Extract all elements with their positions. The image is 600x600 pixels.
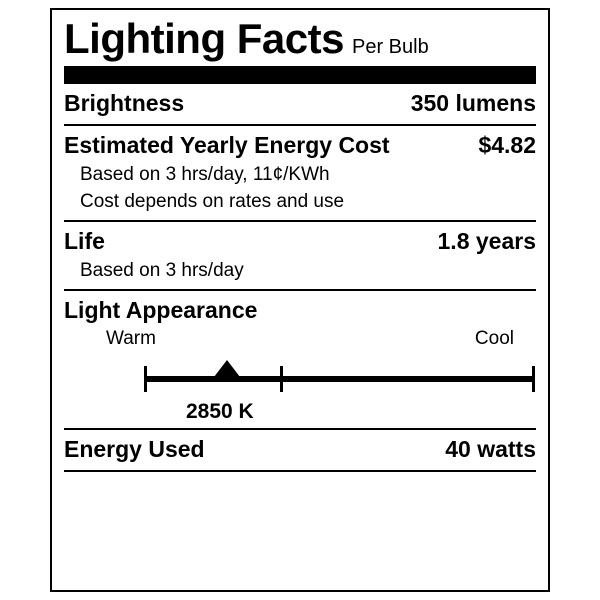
brightness-label: Brightness — [64, 90, 185, 116]
energy-used-value: 40 watts — [445, 436, 536, 462]
appearance-scale-bar — [144, 376, 535, 382]
header-divider-bar — [64, 66, 536, 82]
appearance-scale-endpoints — [64, 324, 536, 350]
lighting-facts-label — [50, 8, 550, 592]
appearance-scale-tick-right — [532, 366, 535, 392]
energy-cost-note-basis: Based on 3 hrs/day, 11¢/KWh — [80, 164, 330, 185]
energy-used-section — [64, 428, 536, 470]
appearance-scale-min-label: Warm — [106, 328, 156, 349]
appearance-scale-pointer-icon — [214, 360, 240, 377]
appearance-scale-tick-left — [144, 366, 147, 392]
appearance-scale-tick-mid — [280, 366, 283, 392]
life-section — [64, 220, 536, 289]
label-header — [64, 10, 536, 62]
brightness-section — [64, 82, 536, 124]
appearance-scale — [64, 354, 536, 400]
life-note: Based on 3 hrs/day — [80, 260, 244, 281]
life-label: Life — [64, 228, 105, 254]
energy-cost-section — [64, 124, 536, 220]
energy-cost-note-rates: Cost depends on rates and use — [80, 191, 345, 212]
page-title: Lighting Facts — [64, 15, 344, 62]
appearance-scale-max-label: Cool — [474, 328, 514, 349]
light-appearance-section — [64, 289, 536, 428]
life-value: 1.8 years — [437, 228, 536, 254]
energy-cost-value: $4.82 — [478, 132, 536, 158]
light-appearance-label: Light Appearance — [64, 297, 258, 323]
page-title-suffix: Per Bulb — [352, 36, 429, 58]
energy-used-label: Energy Used — [64, 436, 205, 462]
brightness-value: 350 lumens — [410, 90, 536, 116]
footer-blank-area — [64, 470, 536, 542]
appearance-kelvin-value: 2850 K — [186, 400, 254, 423]
energy-cost-label: Estimated Yearly Energy Cost — [64, 132, 390, 158]
